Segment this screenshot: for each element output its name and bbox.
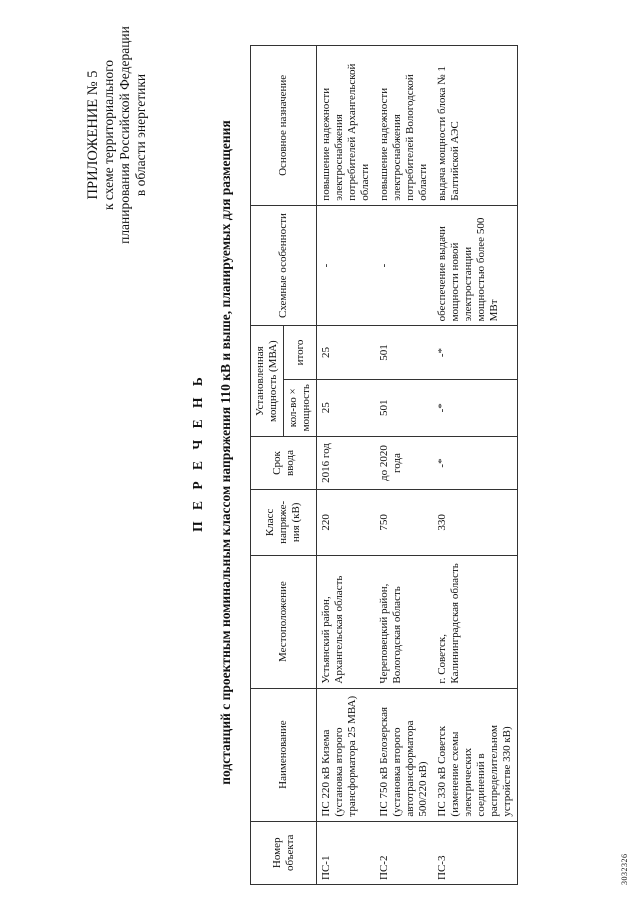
cell-total: 25 [317,326,376,379]
cell-purpose: повышение надежности электроснабжения потребителей Архангельской области [317,46,376,206]
cell-name: ПС 220 кВ Кизема (установка второго трансформатора 25 МВА) [317,688,376,821]
document-title: П Е Р Е Ч Е Н Ь [190,373,205,532]
cell-voltage: 750 [375,490,433,555]
cell-qty-power: 25 [317,379,376,436]
header-number: Номер объекта [251,821,317,884]
cell-number: ПС-1 [317,821,376,884]
cell-total: -* [433,326,518,379]
cell-qty-power: -* [433,379,518,436]
cell-term: 2016 год [317,436,376,489]
cell-voltage: 220 [317,490,376,555]
document-subtitle: подстанций с проектным номинальным классом напряжения 110 кВ и выше, планируемых для размещения [218,120,233,785]
page-code: 3032326 [620,853,629,885]
header-voltage: Класс напряже-ния (кВ) [251,490,317,555]
annex-line-4: в области энергетики [133,73,148,197]
table-row [433,46,518,885]
cell-number: ПС-3 [433,821,518,884]
annex-line-2: к схеме территориального [101,59,116,211]
header-name: Наименование [251,688,317,821]
cell-purpose: выдача мощности блока № 1 Балтийской АЭС [433,46,518,206]
header-term: Срок ввода [251,436,317,489]
cell-features: - [317,205,376,326]
header-purpose: Основное назначение [251,46,317,206]
cell-name: ПС 750 кВ Белозерская (установка второго автотрансформатора 500/220 кВ) [375,688,433,821]
table-row [375,46,433,885]
cell-total: 501 [375,326,433,379]
cell-voltage: 330 [433,490,518,555]
cell-purpose: повышение надежности электроснабжения потребителей Вологодской области [375,46,433,206]
header-features: Схемные особенности [251,205,317,326]
cell-location: Устьянский район, Архангельская область [317,555,376,688]
cell-name: ПС 330 кВ Советск (изменение схемы электрических соединений в распределительном устройстве 330 кВ) [433,688,518,821]
annex-line-3: планирования Российской Федерации [117,26,132,244]
cell-features: обеспечение выдачи мощности новой электростанции мощностью более 500 МВт [433,205,518,326]
annex-number: ПРИЛОЖЕНИЕ № 5 [85,70,101,200]
header-qty-power: кол-во × мощность [284,379,317,436]
header-location: Местоположение [251,555,317,688]
cell-location: г. Советск, Калининградская область [433,555,518,688]
substations-table [250,45,518,885]
table-row [317,46,376,885]
cell-features: - [375,205,433,326]
cell-location: Череповецкий район, Вологодская область [375,555,433,688]
header-capacity: Установленная мощность (МВА) [251,326,284,437]
annex-header [85,5,149,265]
header-total: итого [284,326,317,379]
cell-number: ПС-2 [375,821,433,884]
cell-term: -* [433,436,518,489]
cell-qty-power: 501 [375,379,433,436]
cell-term: до 2020 года [375,436,433,489]
